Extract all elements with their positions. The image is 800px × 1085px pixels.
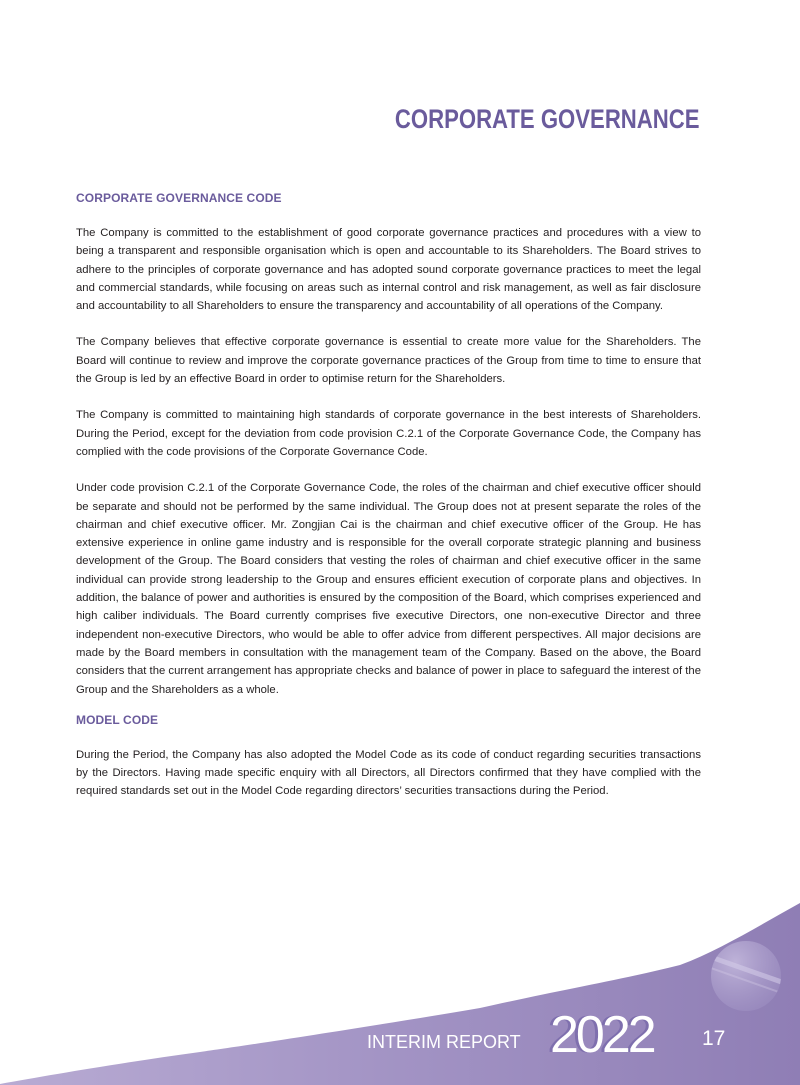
section-heading: MODEL CODE [76,712,159,727]
footer-year: 2022 [550,1006,654,1064]
page-number: 17 [702,1027,726,1050]
paragraph: The Company is committed to the establishment of good corporate governance practices and procedures with a view to being a transparent and responsible organisation which is open and accountable to its Shareholders. The Board strives to adhere to the principles of corporate governance and has adopted sound corporate governance practices to meet the legal and commercial standards, while focusing on areas such as internal control and risk management, as well as fair disclosure and accountability to all Shareholders to ensure the transparency and accountability of all operations of the Company. [76,227,701,313]
footer-report-label: INTERIM REPORT [367,1032,521,1052]
document-body [76,190,701,801]
footer-swoosh [0,880,800,1085]
section-heading: CORPORATE GOVERNANCE CODE [76,191,282,205]
paragraph: The Company believes that effective corporate governance is essential to create more value for the Shareholders. The Board will continue to review and improve the corporate governance practices of the Group from time to time to ensure that the Group is led by an effective Board in order to optimise return for the Shareholders. [76,336,701,386]
paragraph: During the Period, the Company has also adopted the Model Code as its code of conduct regarding securities transactions by the Directors. Having made specific enquiry with all Directors, all Directors confirmed that they have complied with the required standards set out in the Model Code regarding directors’ securities transactions during the Period. [76,748,701,798]
section-model-code [76,712,701,801]
paragraph: Under code provision C.2.1 of the Corporate Governance Code, the roles of the chairman and chief executive officer should be separate and should not be performed by the same individual. The Group does not at present separate the roles of the chairman and chief executive officer. Mr. Zongjian Cai is the chairman and chief executive officer of the Group. He has extensive experience in online game industry and is responsible for the overall corporate strategic planning and business development of the Group. The Board considers that vesting the roles of chairman and chief executive officer in the same individual can provide strong leadership to the Group and ensures efficient execution of corporate plans and objectives. In addition, the balance of power and authorities is ensured by the composition of the Board, which comprises experienced and high caliber individuals. The Board currently comprises five executive Directors, one non-executive Director and three independent non-executive Directors, who would be able to offer advice from different perspectives. All major decisions are made by the Board members in consultation with the management team of the Company. Based on the above, the Board considers that the current arrangement has appropriate checks and balance of power in place to safeguard the interest of the Group and the Shareholders as a whole. [76,482,701,696]
section-corporate-governance-code [76,190,701,699]
paragraph: The Company is committed to maintaining high standards of corporate governance in the best interests of Shareholders. During the Period, except for the deviation from code provision C.2.1 of the Corporate Governance Code, the Company has complied with the code provisions of the Corporate Governance Code. [76,409,701,458]
page-title: CORPORATE GOVERNANCE [395,104,700,134]
